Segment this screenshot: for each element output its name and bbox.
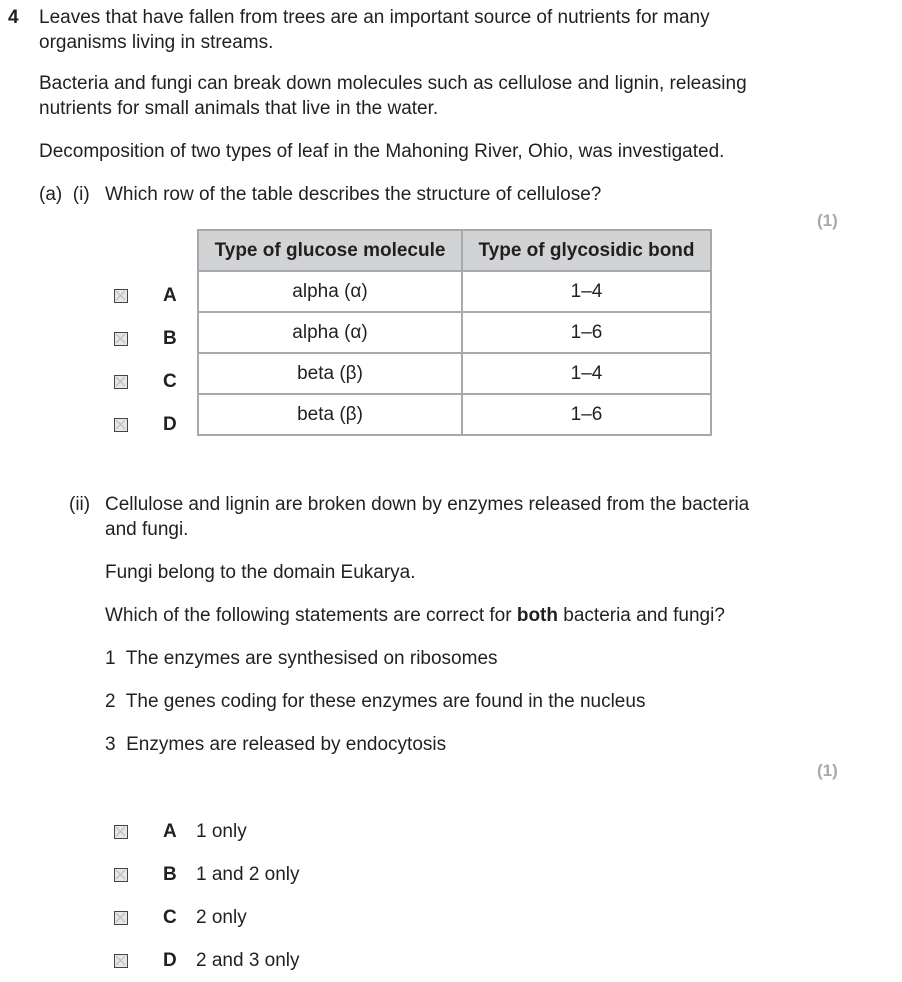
answer-checkbox[interactable] xyxy=(114,418,128,432)
option-letter: B xyxy=(163,328,177,349)
question-number: 4 xyxy=(8,7,19,28)
fungi-text: Fungi belong to the domain Eukarya. xyxy=(105,562,416,583)
cell-glucose: alpha (α) xyxy=(198,312,462,353)
option-text: 1 only xyxy=(196,821,247,842)
option-text: 2 only xyxy=(196,907,247,928)
intro-line-2: organisms living in streams. xyxy=(39,32,274,53)
cell-glucose: alpha (α) xyxy=(198,271,462,312)
a-ii-text-1: Cellulose and lignin are broken down by enzymes released from the bacteria xyxy=(105,494,750,515)
a-ii-question xyxy=(105,604,725,628)
option-letter: C xyxy=(163,907,177,928)
cellulose-table xyxy=(197,229,712,436)
q-bold: both xyxy=(516,605,558,626)
table-row xyxy=(198,312,711,353)
q-pre: Which of the following statements are correct for xyxy=(105,605,517,626)
answer-checkbox[interactable] xyxy=(114,332,128,346)
cell-glucose: beta (β) xyxy=(198,353,462,394)
answer-checkbox[interactable] xyxy=(114,825,128,839)
table-row xyxy=(198,353,711,394)
cell-bond: 1–6 xyxy=(462,312,711,353)
answer-checkbox[interactable] xyxy=(114,911,128,925)
marks-a-i: (1) xyxy=(817,211,838,230)
part-a-i-label: (a) (i) xyxy=(39,184,90,205)
option-letter: C xyxy=(163,371,177,392)
answer-checkbox[interactable] xyxy=(114,375,128,389)
cell-bond: 1–4 xyxy=(462,353,711,394)
para2-line-2: nutrients for small animals that live in the water. xyxy=(39,98,439,119)
table-row xyxy=(198,394,711,435)
statement-3: 3 Enzymes are released by endocytosis xyxy=(105,734,447,755)
option-letter: D xyxy=(163,414,177,435)
cell-bond: 1–6 xyxy=(462,394,711,435)
header-glucose: Type of glucose molecule xyxy=(198,230,462,271)
option-letter: A xyxy=(163,285,177,306)
q-post: bacteria and fungi? xyxy=(558,605,725,626)
option-letter: B xyxy=(163,864,177,885)
marks-a-ii: (1) xyxy=(817,761,838,780)
option-letter: A xyxy=(163,821,177,842)
answer-checkbox[interactable] xyxy=(114,289,128,303)
option-text: 1 and 2 only xyxy=(196,864,300,885)
answer-checkbox[interactable] xyxy=(114,868,128,882)
option-letter: D xyxy=(163,950,177,971)
statement-2: 2 The genes coding for these enzymes are found in the nucleus xyxy=(105,691,646,712)
cell-bond: 1–4 xyxy=(462,271,711,312)
statement-1: 1 The enzymes are synthesised on ribosomes xyxy=(105,648,498,669)
table-row xyxy=(198,271,711,312)
part-a-i-question: Which row of the table describes the structure of cellulose? xyxy=(105,184,602,205)
para2-line-1: Bacteria and fungi can break down molecules such as cellulose and lignin, releasing xyxy=(39,73,747,94)
cell-glucose: beta (β) xyxy=(198,394,462,435)
option-text: 2 and 3 only xyxy=(196,950,300,971)
para3: Decomposition of two types of leaf in the Mahoning River, Ohio, was investigated. xyxy=(39,141,725,162)
answer-checkbox[interactable] xyxy=(114,954,128,968)
a-ii-text-2: and fungi. xyxy=(105,519,189,540)
intro-line-1: Leaves that have fallen from trees are an important source of nutrients for many xyxy=(39,7,710,28)
header-bond: Type of glycosidic bond xyxy=(462,230,711,271)
part-a-ii-label: (ii) xyxy=(69,494,91,515)
